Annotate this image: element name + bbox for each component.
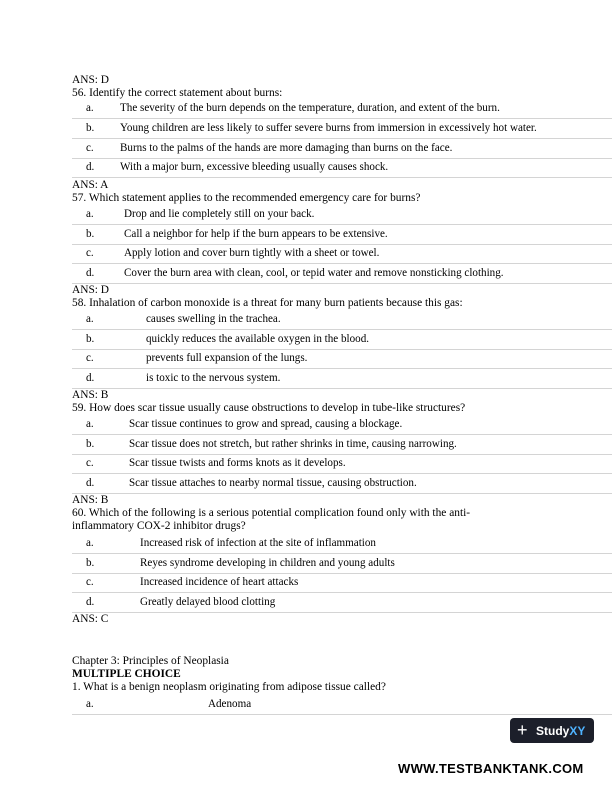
option-letter: a. — [86, 698, 94, 710]
answer-line: ANS: C — [72, 613, 109, 625]
option-row — [72, 534, 612, 554]
option-row — [72, 310, 612, 330]
option-text: Scar tissue attaches to nearby normal tissue, causing obstruction. — [129, 477, 417, 489]
option-text: Greatly delayed blood clotting — [140, 596, 276, 608]
option-row — [72, 139, 612, 159]
option-text: Young children are less likely to suffer severe burns from immersion in excessively hot water. — [120, 122, 537, 134]
option-letter: b. — [86, 228, 95, 240]
option-row — [72, 369, 612, 389]
answer-line: ANS: B — [72, 494, 109, 506]
option-letter: c. — [86, 457, 94, 469]
option-row — [72, 244, 612, 264]
answer-line: ANS: A — [72, 179, 109, 191]
badge-brand-accent: XY — [569, 724, 586, 738]
question-57: 57. Which statement applies to the recommended emergency care for burns? — [72, 192, 421, 204]
chapter-heading: Chapter 3: Principles of Neoplasia — [72, 655, 229, 667]
option-letter: b. — [86, 122, 95, 134]
answer-line: ANS: B — [72, 389, 109, 401]
option-text: Scar tissue twists and forms knots as it develops. — [129, 457, 346, 469]
option-letter: d. — [86, 596, 95, 608]
plus-icon: + — [517, 720, 528, 740]
option-text: Increased risk of infection at the site of inflammation — [140, 537, 376, 549]
option-letter: d. — [86, 267, 95, 279]
option-letter: b. — [86, 333, 95, 345]
option-row — [72, 573, 612, 593]
option-letter: c. — [86, 352, 94, 364]
option-letter: a. — [86, 537, 94, 549]
option-row — [72, 99, 612, 119]
option-row — [72, 554, 612, 574]
option-row — [72, 435, 612, 455]
question-60-continued: inflammatory COX-2 inhibitor drugs? — [72, 520, 246, 532]
option-row — [72, 454, 612, 474]
option-row — [72, 158, 612, 178]
option-row — [72, 349, 612, 369]
footer-site-url: WWW.TESTBANKTANK.COM — [398, 761, 584, 776]
badge-brand-main: Study — [536, 724, 570, 738]
option-text: quickly reduces the available oxygen in the blood. — [146, 333, 370, 345]
option-text: Drop and lie completely still on your back. — [124, 208, 315, 220]
option-letter: d. — [86, 161, 95, 173]
option-letter: b. — [86, 557, 95, 569]
option-letter: a. — [86, 208, 94, 220]
option-letter: c. — [86, 247, 94, 259]
question-59: 59. How does scar tissue usually cause obstructions to develop in tube-like structures? — [72, 402, 466, 414]
option-letter: d. — [86, 477, 95, 489]
option-row — [72, 695, 612, 715]
option-text: With a major burn, excessive bleeding usually causes shock. — [120, 161, 389, 173]
option-row — [72, 330, 612, 350]
option-row — [72, 593, 612, 613]
option-letter: d. — [86, 372, 95, 384]
option-row — [72, 225, 612, 245]
option-text: Apply lotion and cover burn tightly with a sheet or towel. — [124, 247, 380, 259]
option-text: Scar tissue continues to grow and spread, causing a blockage. — [129, 418, 403, 430]
option-row — [72, 119, 612, 139]
question-56: 56. Identify the correct statement about burns: — [72, 87, 283, 99]
option-text: Scar tissue does not stretch, but rather shrinks in time, causing narrowing. — [129, 438, 457, 450]
option-letter: b. — [86, 438, 95, 450]
option-letter: a. — [86, 102, 94, 114]
option-letter: a. — [86, 418, 94, 430]
studyxy-badge — [510, 718, 594, 743]
option-text: causes swelling in the trachea. — [146, 313, 281, 325]
option-text: Burns to the palms of the hands are more damaging than burns on the face. — [120, 142, 453, 154]
option-row — [72, 415, 612, 435]
option-letter: a. — [86, 313, 94, 325]
section-heading: MULTIPLE CHOICE — [72, 668, 181, 680]
option-letter: c. — [86, 142, 94, 154]
question-1: 1. What is a benign neoplasm originating from adipose tissue called? — [72, 681, 386, 693]
option-text: Call a neighbor for help if the burn appears to be extensive. — [124, 228, 388, 240]
option-row — [72, 205, 612, 225]
question-60: 60. Which of the following is a serious potential complication found only with the anti- — [72, 507, 471, 519]
question-58: 58. Inhalation of carbon monoxide is a threat for many burn patients because this gas: — [72, 297, 463, 309]
option-text: Increased incidence of heart attacks — [140, 576, 299, 588]
option-row — [72, 264, 612, 284]
option-letter: c. — [86, 576, 94, 588]
option-text: The severity of the burn depends on the temperature, duration, and extent of the burn. — [120, 102, 500, 114]
answer-line: ANS: D — [72, 74, 110, 86]
option-row — [72, 474, 612, 494]
option-text: prevents full expansion of the lungs. — [146, 352, 308, 364]
answer-line: ANS: D — [72, 284, 110, 296]
option-text: is toxic to the nervous system. — [146, 372, 281, 384]
option-text: Cover the burn area with clean, cool, or tepid water and remove nonsticking clothing. — [124, 267, 504, 279]
option-text: Adenoma — [208, 698, 252, 710]
option-text: Reyes syndrome developing in children and young adults — [140, 557, 395, 569]
badge-brand — [536, 724, 585, 738]
